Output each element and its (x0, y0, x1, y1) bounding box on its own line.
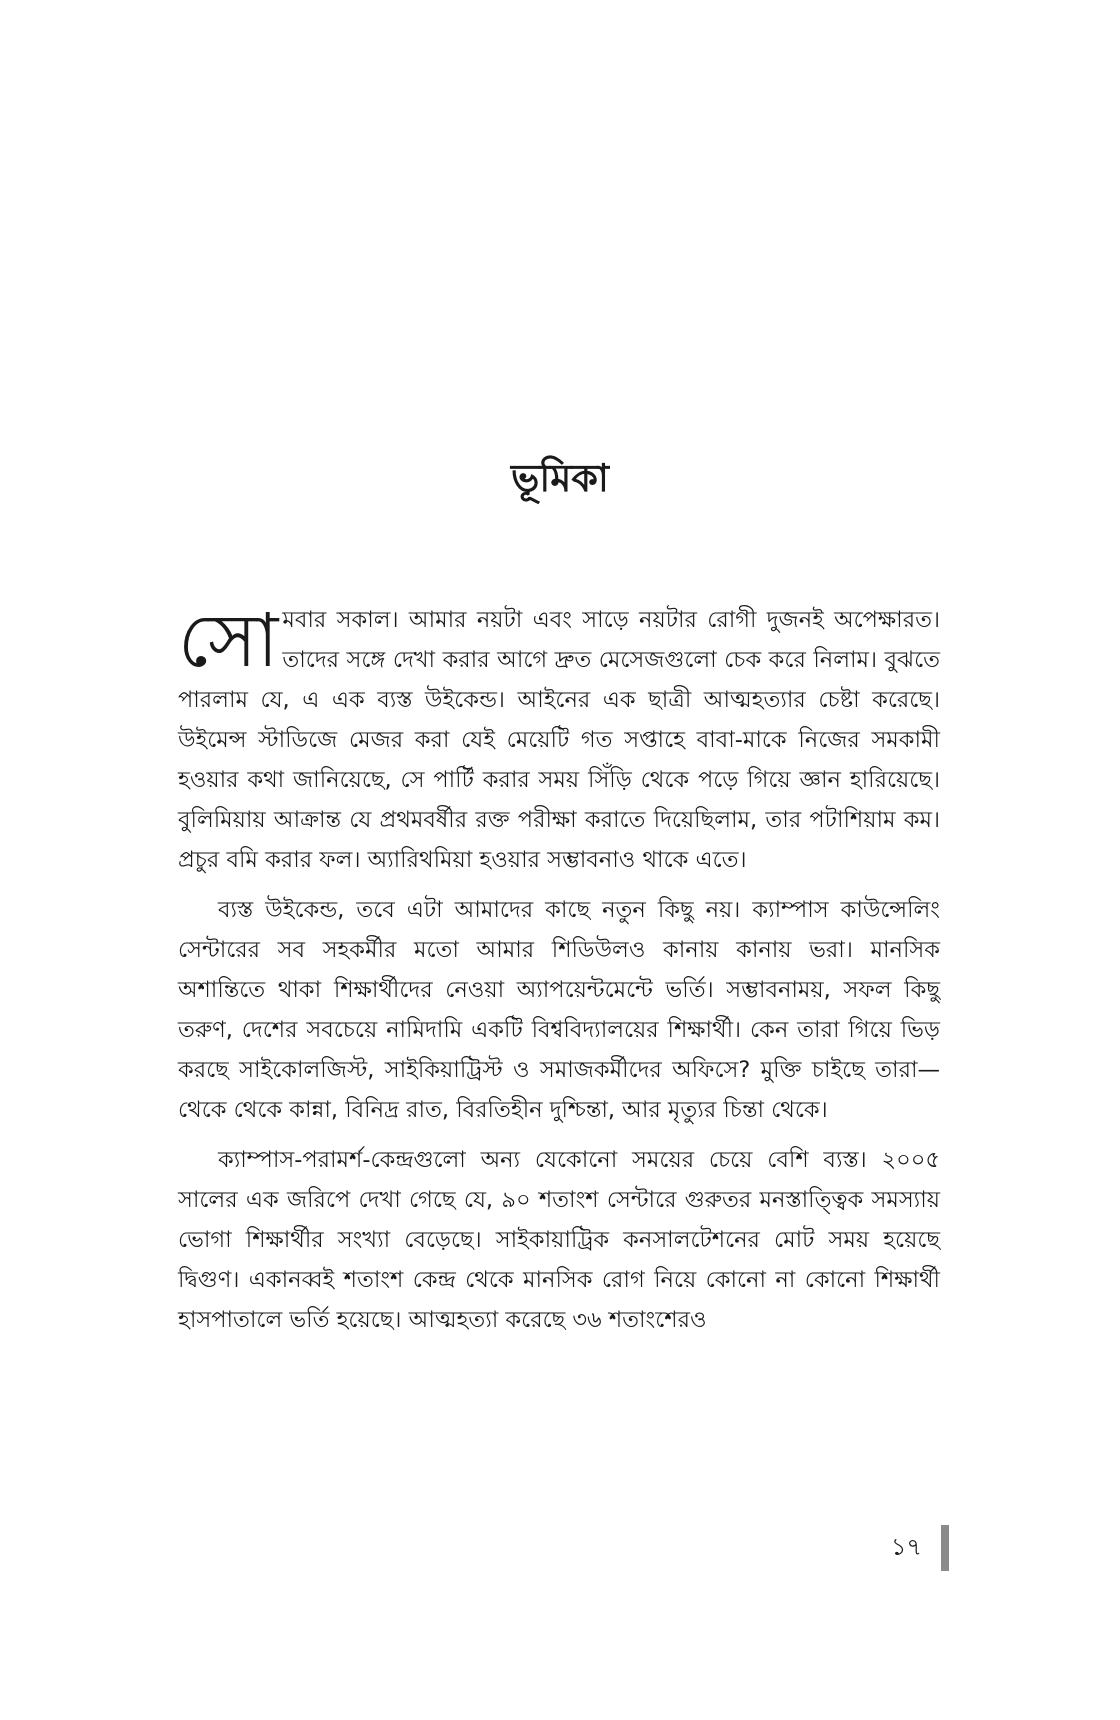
paragraph-3: ক্যাম্পাস-পরামর্শ-কেন্দ্রগুলো অন্য যেকোনো সময়ের চেয়ে বেশি ব্যস্ত। ২০০৫ সালের এক জরিপে দেখা গেছে যে, ৯০ শতাংশ সেন্টারে গুরুতর মনস্তাত্ত্বিক সমস্যায় ভোগা শিক্ষার্থীর সংখ্যা বেড়েছে। সাইকায়াট্রিক কনসালটেশনের মোট সময় হয়েছে দ্বিগুণ। একানব্বই শতাংশ কেন্দ্র থেকে মানসিক রোগ নিয়ে কোনো না কোনো শিক্ষার্থী হাসপাতালে ভর্তি হয়েছে। আত্মহত্যা করেছে ৩৬ শতাংশেরও (178, 1147, 940, 1333)
chapter-title: ভূমিকা (511, 456, 609, 501)
page-number-bar (941, 1525, 949, 1571)
paragraph-2: ব্যস্ত উইকেন্ড, তবে এটা আমাদের কাছে নতুন কিছু নয়। ক্যাম্পাস কাউন্সেলিং সেন্টারের সব সহকর্মীর মতো আমার শিডিউলও কানায় কানায় ভরা। মানসিক অশান্তিতে থাকা শিক্ষার্থীদের নেওয়া অ্যাপয়েন্টমেন্টে ভর্তি। সম্ভাবনাময়, সফল কিছু তরুণ, দেশের সবচেয়ে নামিদামি একটি বিশ্ববিদ্যালয়ের শিক্ষার্থী। কেন তারা গিয়ে ভিড় করছে সাইকোলজিস্ট, সাইকিয়াট্রিস্ট ও সমাজকর্মীদের অফিসে? মুক্তি চাইছে তারা—থেকে থেকে কান্না, বিনিদ্র রাত, বিরতিহীন দুশ্চিন্তা, আর মৃত্যুর চিন্তা থেকে। (178, 897, 940, 1123)
page-number: ১৭ (890, 1533, 922, 1561)
drop-cap: সো (178, 598, 279, 684)
paragraph-1-text: মবার সকাল। আমার নয়টা এবং সাড়ে নয়টার রোগী দুজনই অপেক্ষারত। তাদের সঙ্গে দেখা করার আগে দ্রুত মেসেজগুলো চেক করে নিলাম। বুঝতে পারলাম যে, এ এক ব্যস্ত উইকেন্ড। আইনের এক ছাত্রী আত্মহত্যার চেষ্টা করেছে। উইমেন্স স্টাডিজে মেজর করা যেই মেয়েটি গত সপ্তাহে বাবা-মাকে নিজের সমকামী হওয়ার কথা জানিয়েছে, সে পার্টি করার সময় সিঁড়ি থেকে পড়ে গিয়ে জ্ঞান হারিয়েছে। বুলিমিয়ায় আক্রান্ত যে প্রথমবর্ষীর রক্ত পরীক্ষা করাতে দিয়েছিলাম, তার পটাশিয়াম কম। প্রচুর বমি করার ফল। অ্যারিথমিয়া হওয়ার সম্ভাবনাও থাকে এতে। (178, 607, 940, 873)
body-text (178, 600, 940, 1350)
paragraph-1 (178, 600, 940, 880)
